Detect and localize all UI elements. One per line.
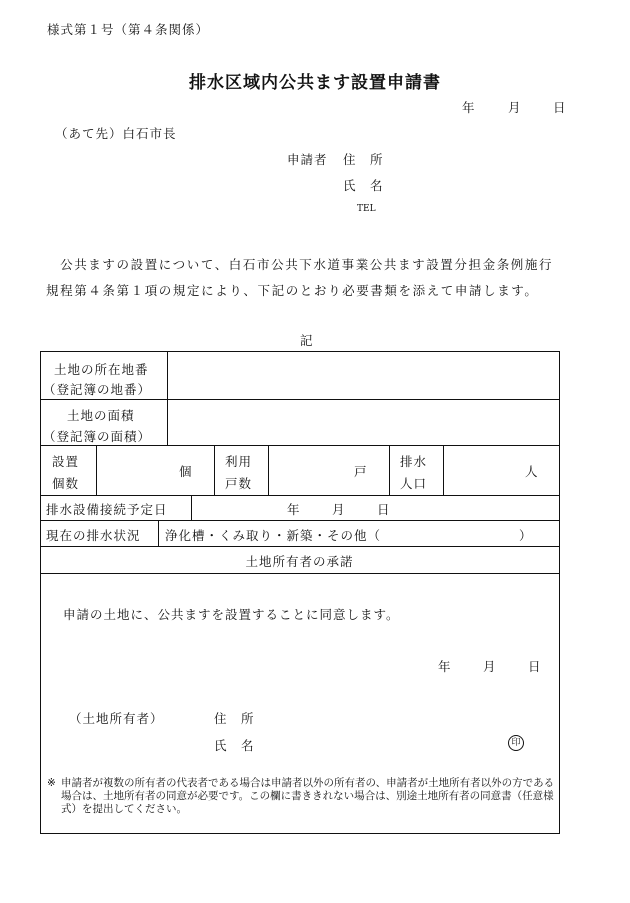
applicant-address-label: 住 所 [343, 152, 384, 167]
consent-text: 申請の土地に、公共ますを設置することに同意します。 [63, 607, 400, 622]
seal-icon: 印 [508, 735, 524, 751]
count-unit: 個 [179, 464, 193, 479]
owner-label: （土地所有者） [69, 711, 164, 726]
applicant-tel-label: TEL [357, 204, 376, 214]
count-label: 設置 [52, 454, 80, 469]
connect-date-label: 排水設備接続予定日 [46, 502, 168, 517]
population-unit: 人 [525, 464, 539, 479]
households-input[interactable] [270, 447, 387, 493]
application-table [40, 351, 560, 834]
owner-address-label: 住 所 [214, 711, 255, 726]
location-input[interactable] [169, 354, 557, 397]
addressee: （あて先）白石市長 [55, 126, 177, 141]
applicant-label: 申請者 [287, 152, 328, 167]
consent-day: 日 [528, 659, 542, 674]
date-day: 日 [553, 100, 566, 115]
households-sublabel: 戸数 [225, 476, 253, 491]
date-month: 月 [508, 100, 521, 115]
connect-year: 年 [287, 502, 301, 517]
status-label: 現在の排水状況 [46, 528, 141, 543]
households-unit: 戸 [354, 464, 368, 479]
status-close-paren: ） [519, 528, 533, 543]
population-input[interactable] [445, 447, 557, 493]
note-mark: ※ [47, 777, 56, 789]
form-title: 排水区域内公共ます設置申請書 [189, 73, 441, 93]
request-paragraph: 公共ますの設置について、白石市公共下水道事業公共ます設置分担金条例施行規程第４条第１項の規定により、下記のとおり必要書類を添えて申請します。 [46, 257, 554, 298]
consent-month: 月 [483, 659, 497, 674]
households-label: 利用 [225, 454, 253, 469]
applicant-name-label: 氏 名 [343, 178, 384, 193]
population-label: 排水 [400, 454, 428, 469]
form-number: 様式第１号（第４条関係） [47, 22, 210, 37]
consent-header: 土地所有者の承諾 [245, 554, 354, 569]
ki-heading: 記 [300, 333, 313, 348]
count-input[interactable] [98, 447, 212, 493]
footnote [47, 777, 555, 816]
note-text: 申請者が複数の所有者の代表者である場合は申請者以外の所有者の、申請者が土地所有者以外の方である場合は、土地所有者の同意が必要です。この欄に書ききれない場合は、別途土地所有者の同意書（任意様式）を提出してください。 [61, 777, 555, 815]
status-options[interactable]: 浄化槽・くみ取り・新築・その他（ [165, 528, 382, 543]
location-label: 土地の所在地番 [54, 362, 149, 377]
area-input[interactable] [169, 401, 557, 443]
area-label: 土地の面積 [67, 408, 135, 423]
owner-name-label: 氏 名 [214, 738, 255, 753]
connect-day: 日 [377, 502, 391, 517]
population-sublabel: 人口 [400, 476, 428, 491]
location-sublabel: （登記簿の地番） [43, 382, 152, 397]
date-year: 年 [462, 100, 475, 115]
count-sublabel: 個数 [52, 476, 80, 491]
area-sublabel: （登記簿の面積） [43, 429, 152, 444]
connect-date-input[interactable] [193, 497, 557, 518]
consent-year: 年 [438, 659, 452, 674]
connect-month: 月 [332, 502, 346, 517]
